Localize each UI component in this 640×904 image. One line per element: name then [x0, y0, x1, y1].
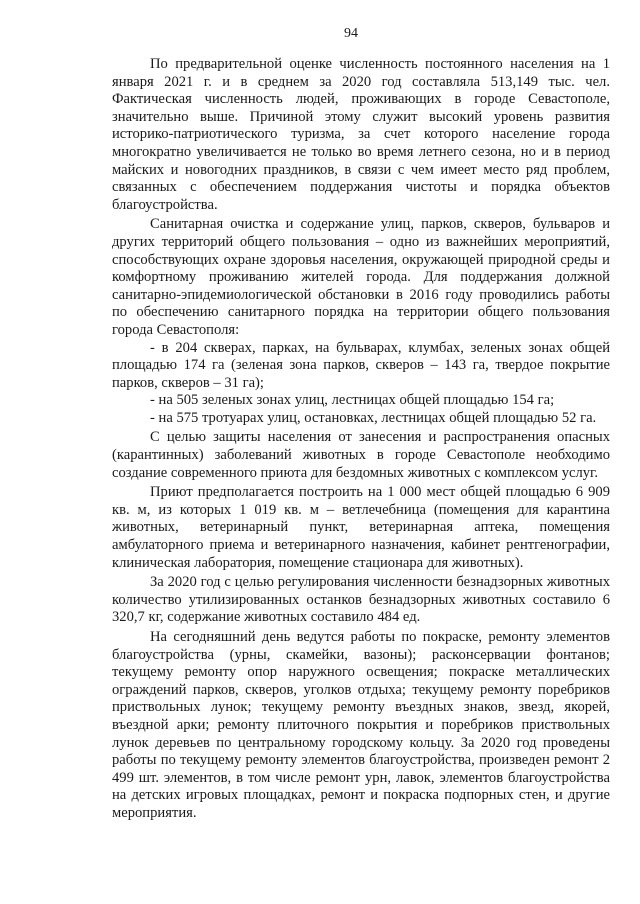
paragraph-sanitation: Санитарная очистка и содержание улиц, парков, скверов, бульваров и других территорий общего пользования – одно из важнейших мероприятий, способствующих охране здоровья населения, окружающей природной среды и комфортному проживанию жителей города. Для поддержания должной санитарно-эпидемиологической обстановки в 2016 году проводились работы по обеспечению санитарного порядка на территории общего пользования города Севастополя:: [112, 216, 610, 338]
list-item-green-zones: - на 505 зеленых зонах улиц, лестницах общей площадью 154 га;: [150, 392, 555, 409]
paragraph-population: По предварительной оценке численность постоянного населения на 1 января 2021 г. и в среднем за 2020 год составляла 513,149 тыс. чел. Фактическая численность людей, проживающих в городе Севастополе, значительно выше. Причиной этому служит высокий уровень развития историко-патриотического туризма, за счет которого население города многократно увеличивается не только во время летнего сезона, но и в период майских и новогодних праздников, в связи с чем имеет место ряд проблем, связанных с обеспечением поддержания чистоты и порядка объектов благоустройства.: [112, 56, 610, 213]
paragraph-shelter-plan: Приют предполагается построить на 1 000 мест общей площадью 6 909 кв. м, из которых 1 019 кв. м – ветлечебница (помещения для карантина животных, ветеринарный пункт, ветеринарная аптека, помещения амбулаторного приема и ветеринарного назначения, кабинет рентгенографии, клиническая лаборатория, помещение стационара для животных).: [112, 484, 610, 571]
list-item-squares-parks: - в 204 скверах, парках, на бульварах, клумбах, зеленых зонах общей площадью 174 га (зеленая зона парков, скверов – 143 га, твердое покрытие парков, скверов – 31 га);: [112, 339, 610, 391]
list-item-sidewalks: - на 575 тротуарах улиц, остановках, лестницах общей площадью 52 га.: [150, 409, 597, 426]
paragraph-stray-animals: За 2020 год с целью регулирования численности безнадзорных животных количество утилизированных останков безнадзорных животных составило 6 320,7 кг, содержание животных составило 484 ед.: [112, 574, 610, 626]
page-number: 94: [344, 26, 358, 41]
paragraph-animal-shelter-need: С целью защиты населения от занесения и распространения опасных (карантинных) заболеваний животных в городе Севастополе необходимо создание современного приюта для бездомных животных с комплексом услуг.: [112, 429, 610, 481]
paragraph-maintenance-works: На сегодняшний день ведутся работы по покраске, ремонту элементов благоустройства (урны, скамейки, вазоны); расконсервации фонтанов; текущему ремонту опор наружного освещения; покраске металлических ограждений парков, скверов, уголков отдыха; текущему ремонту поребриков приствольных лунок; текущему ремонту въездных знаков, звезд, якорей, въездной арки; ремонту плиточного покрытия и поребриков приствольных лунок деревьев по центральному городскому кольцу. За 2020 год проведены работы по текущему ремонту элементов благоустройства, произведен ремонт 2 499 шт. элементов, в том числе ремонт урн, лавок, элементов благоустройства на детских игровых площадках, ремонт и покраска подпорных стен, и другие мероприятия.: [112, 629, 610, 821]
